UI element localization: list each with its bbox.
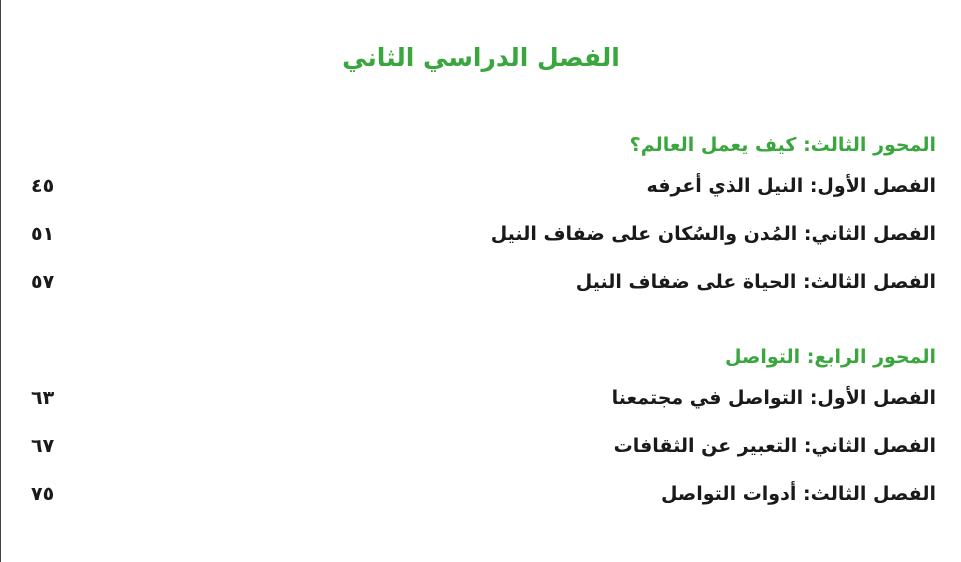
page-number: ٧٥ [31, 483, 55, 505]
toc-entry[interactable] [21, 210, 936, 258]
toc-entry[interactable] [21, 374, 936, 422]
section-axis-three [21, 128, 936, 306]
chapter-title: الفصل الثالث: الحياة على ضفاف النيل [575, 271, 936, 293]
chapter-title: الفصل الأول: التواصل في مجتمعنا [611, 387, 936, 409]
chapter-title: الفصل الثاني: التعبير عن الثقافات [613, 435, 936, 457]
term-title: الفصل الدراسي الثاني [342, 43, 620, 72]
toc-entry[interactable] [21, 422, 936, 470]
chapter-title: الفصل الأول: النيل الذي أعرفه [646, 175, 936, 197]
toc-entry[interactable] [21, 258, 936, 306]
chapter-title: الفصل الثالث: أدوات التواصل [660, 483, 936, 505]
page-number: ٥٧ [31, 271, 55, 293]
page-number: ٤٥ [31, 175, 55, 197]
section-heading: المحور الثالث: كيف يعمل العالم؟ [629, 134, 936, 156]
section-axis-four [21, 340, 936, 518]
section-heading: المحور الرابع: التواصل [725, 346, 936, 368]
page-number: ٦٣ [31, 387, 55, 409]
page-number: ٦٧ [31, 435, 55, 457]
page-number: ٥١ [31, 223, 55, 245]
toc-entry[interactable] [21, 470, 936, 518]
toc-entry[interactable] [21, 162, 936, 210]
chapter-title: الفصل الثاني: المُدن والسُكان على ضفاف النيل [490, 223, 936, 245]
